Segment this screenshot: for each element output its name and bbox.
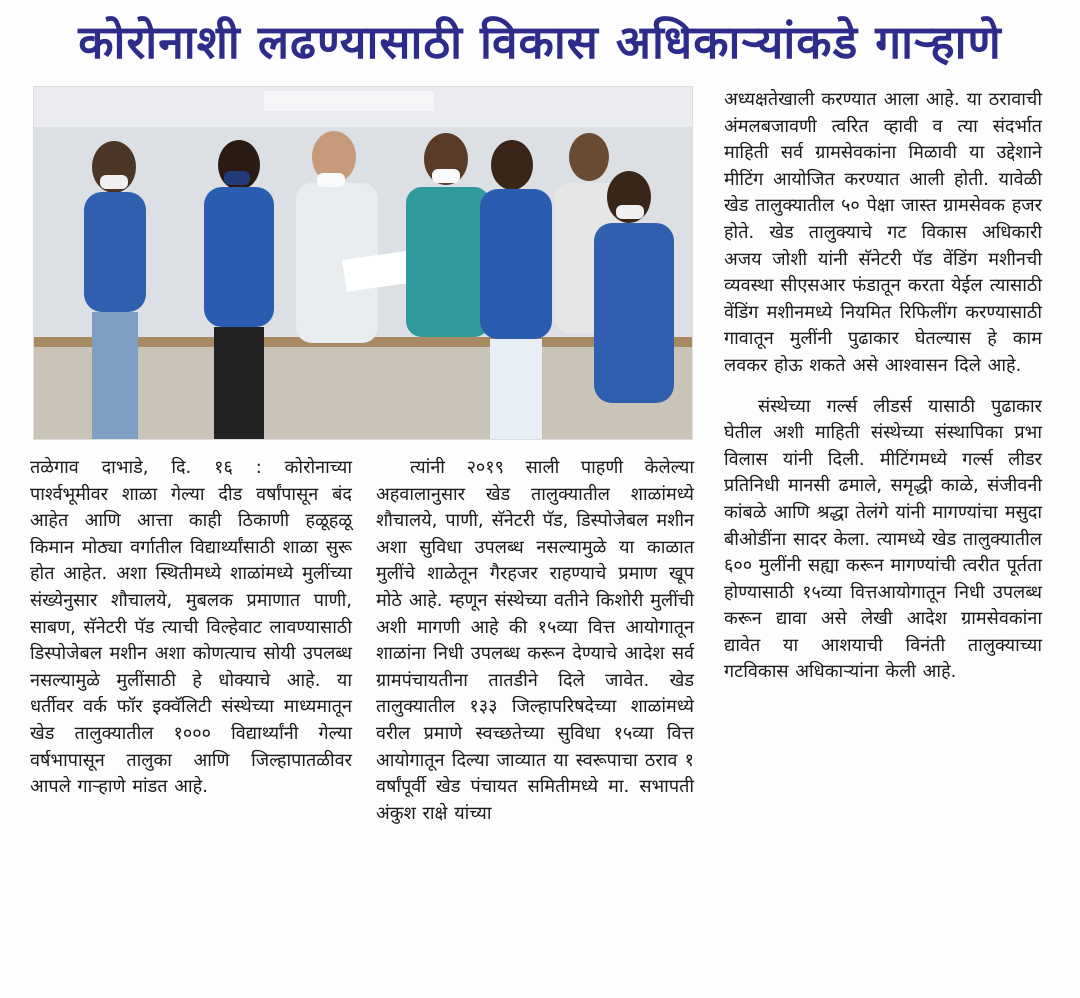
article-column-1 (30, 455, 352, 801)
article-column-3 (724, 87, 1042, 686)
paragraph: अध्यक्षतेखाली करण्यात आला आहे. या ठरावाची अंमलबजावणी त्वरित व्हावी व त्या संदर्भात माहिती सर्व ग्रामसेवकांना मिळावी या उद्देशाने मीटिंग आयोजित करण्यात आली होती. यावेळी खेड तालुक्यातील ५० पेक्षा जास्त ग्रामसेवक हजर होते. खेड तालुक्याचे गट विकास अधिकारी अजय जोशी यांनी सॅनेटरी पॅड वेंडिंग मशीनची व्यवस्था सीएसआर फंडातून करता येईल त्यासाठी वेंडिंग मशीनमध्ये नियमित रिफिलींग करण्यासाठी गावातून मुलींनी पुढाकार घेतल्यास हे काम लवकर होऊ शकते असे आश्वासन दिले आहे. (724, 89, 1042, 376)
group-photo-illustration (34, 87, 692, 439)
group-photo (33, 86, 693, 440)
paragraph: त्यांनी २०१९ साली पाहणी केलेल्या अहवालानुसार खेड तालुक्यातील शाळांमध्ये शौचालये, पाणी, सॅनेटरी पॅड, डिस्पोजेबल मशीन अशा सुविधा उपलब्ध नसल्यामुळे या काळात मुलींचे शाळेतून गैरहजर राहण्याचे प्रमाण खूप मोठे आहे. म्हणून संस्थेच्या वतीने किशोरी मुलींची अशी मागणी आहे की १५व्या वित्त आयोगातून शाळांना निधी उपलब्ध करून देण्याचे आदेश सर्व ग्रामपंचायतीना तातडीने दिले जावेत. खेड तालुक्यातील १३३ जिल्हापरिषदेच्या शाळांमध्ये वरील प्रमाणे स्वच्छतेच्या सुविधा १५व्या वित्त आयोगातून दिल्या जाव्यात या स्वरूपाचा ठराव १ वर्षांपूर्वी खेड पंचायत समितीमध्ये मा. सभापती अंकुश राक्षे यांच्या (376, 457, 694, 824)
article-column-2 (376, 455, 694, 827)
paragraph: तळेगाव दाभाडे, दि. १६ : कोरोनाच्या पार्श्वभूमीवर शाळा गेल्या दीड वर्षांपासून बंद आहेत आणि आत्ता काही ठिकाणी हळूहळू किमान मोठ्या वर्गातील विद्यार्थ्यांसाठी शाळा सुरू होत आहेत. अशा स्थितीमध्ये शाळांमध्ये मुलींच्या संख्येनुसार शौचालये, मुबलक प्रमाणात पाणी, साबण, सॅनेटरी पॅड त्याची विल्हेवाट लावण्यासाठी डिस्पोजेबल मशीन अशा कोणत्याच सोयी उपलब्ध नसल्यामुळे मुलींसाठी हे धोक्याचे आहे. या धर्तीवर वर्क फॉर इक्वॅलिटी संस्थेच्या माध्यमातून खेड तालुक्यातील १००० विद्यार्थ्यांनी गेल्या वर्षभापासून तालुका आणि जिल्हापातळीवर आपले गाऱ्हाणे मांडत आहे. (30, 457, 352, 798)
headline: कोरोनाशी लढण्यासाठी विकास अधिकाऱ्यांकडे गाऱ्हाणे (78, 15, 1002, 69)
paragraph: संस्थेच्या गर्ल्स लीडर्स यासाठी पुढाकार घेतील अशी माहिती संस्थेच्या संस्थापिका प्रभा विलास यांनी दिली. मीटिंगमध्ये गर्ल्स लीडर प्रतिनिधी मानसी ढमाले, समृद्धी काळे, संजीवनी कांबळे आणि श्रद्धा तेलंगे यांनी मागण्यांचा मसुदा बीओडींना सादर केला. त्यामध्ये खेड तालुक्यातील ६०० मुलींनी सह्या करून मागण्यांची त्वरीत पूर्तता होण्यासाठी १५व्या वित्तआयोगातून निधी उपलब्ध करून द्यावा असे लेखी आदेश ग्रामसेवकांना द्यावेत या आशयाची विनंती तालुक्याच्या गटविकास अधिकाऱ्यांना केली आहे. (724, 395, 1042, 683)
